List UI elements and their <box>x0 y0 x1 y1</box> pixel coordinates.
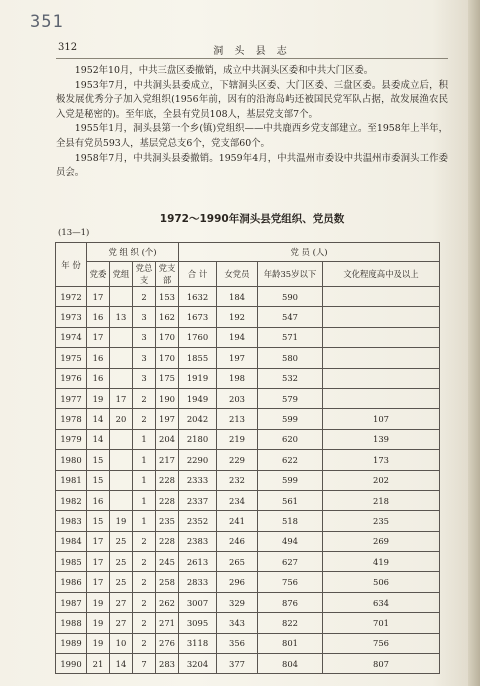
table-cell: 16 <box>87 368 110 388</box>
table-cell: 329 <box>217 592 258 612</box>
table-cell: 2333 <box>179 470 217 490</box>
table-cell: 10 <box>110 633 133 653</box>
table-cell: 170 <box>156 348 179 368</box>
table-cell: 1977 <box>56 388 87 408</box>
table-cell: 232 <box>217 470 258 490</box>
table-cell: 276 <box>156 633 179 653</box>
table-cell: 194 <box>217 327 258 347</box>
col-header-party-group: 党组 <box>110 262 133 287</box>
table-cell: 25 <box>110 572 133 592</box>
table-cell: 1986 <box>56 572 87 592</box>
table-cell: 228 <box>156 470 179 490</box>
table-cell: 1975 <box>56 348 87 368</box>
table-row <box>56 450 440 470</box>
table-cell: 2 <box>133 572 156 592</box>
table-cell: 19 <box>87 633 110 653</box>
table-cell: 217 <box>156 450 179 470</box>
table-cell: 1982 <box>56 490 87 510</box>
table-cell: 2337 <box>179 490 217 510</box>
col-group-organization: 党 组 织 (个) <box>87 243 179 262</box>
table-row <box>56 511 440 531</box>
table-cell: 2383 <box>179 531 217 551</box>
body-text <box>56 64 448 181</box>
table-cell: 25 <box>110 531 133 551</box>
table-cell <box>110 348 133 368</box>
table-cell <box>323 368 440 388</box>
table-cell: 13 <box>110 307 133 327</box>
table-cell: 2833 <box>179 572 217 592</box>
table-cell: 2180 <box>179 429 217 449</box>
table-row <box>56 327 440 347</box>
table-row <box>56 552 440 572</box>
table-cell: 14 <box>87 429 110 449</box>
table-cell: 1988 <box>56 613 87 633</box>
col-header-year: 年 份 <box>56 243 87 287</box>
table-cell: 202 <box>323 470 440 490</box>
table-cell: 241 <box>217 511 258 531</box>
table-cell: 19 <box>87 613 110 633</box>
table-cell: 2 <box>133 531 156 551</box>
paragraph: 1958年7月，中共洞头县委撤销。1959年4月，中共温州市委设中共温州市委洞头工作委员会。 <box>56 152 448 179</box>
table-row <box>56 470 440 490</box>
table-title: 1972～1990年洞头县党组织、党员数 <box>159 213 345 225</box>
table-cell: 170 <box>156 327 179 347</box>
table-cell: 2 <box>133 552 156 572</box>
table-cell: 3 <box>133 327 156 347</box>
table-cell: 27 <box>110 592 133 612</box>
table-cell: 17 <box>87 327 110 347</box>
table-cell: 228 <box>156 531 179 551</box>
table-cell: 1979 <box>56 429 87 449</box>
table-cell: 7 <box>133 654 156 674</box>
table-cell <box>323 348 440 368</box>
table-row <box>56 531 440 551</box>
table-cell: 25 <box>110 552 133 572</box>
table-cell: 175 <box>156 368 179 388</box>
table-cell: 627 <box>258 552 323 572</box>
table-cell: 547 <box>258 307 323 327</box>
table-cell: 599 <box>258 470 323 490</box>
table-cell: 19 <box>87 592 110 612</box>
table-cell <box>110 470 133 490</box>
table-cell: 590 <box>258 287 323 307</box>
table-cell: 622 <box>258 450 323 470</box>
col-header-party-committee: 党委 <box>87 262 110 287</box>
table-row <box>56 613 440 633</box>
table-cell: 2042 <box>179 409 217 429</box>
col-header-under-35: 年龄35岁以下 <box>258 262 323 287</box>
table-cell: 1949 <box>179 388 217 408</box>
table-cell: 3118 <box>179 633 217 653</box>
table-cell: 139 <box>323 429 440 449</box>
table-row <box>56 490 440 510</box>
table-cell: 197 <box>156 409 179 429</box>
table-cell: 1673 <box>179 307 217 327</box>
table-cell: 16 <box>87 348 110 368</box>
table-cell: 1 <box>133 450 156 470</box>
table-cell: 343 <box>217 613 258 633</box>
table-cell: 1990 <box>56 654 87 674</box>
table-cell: 17 <box>87 552 110 572</box>
table-cell <box>323 327 440 347</box>
table-cell: 2290 <box>179 450 217 470</box>
col-group-members: 党 员 (人) <box>179 243 440 262</box>
table-cell: 153 <box>156 287 179 307</box>
table-cell: 15 <box>87 450 110 470</box>
table-cell: 16 <box>87 490 110 510</box>
table-cell: 2613 <box>179 552 217 572</box>
table-cell: 1632 <box>179 287 217 307</box>
table-row <box>56 654 440 674</box>
table-cell: 218 <box>323 490 440 510</box>
table-cell: 21 <box>87 654 110 674</box>
table-cell: 17 <box>87 531 110 551</box>
col-header-general-branch: 党总支 <box>133 262 156 287</box>
table-cell: 532 <box>258 368 323 388</box>
table-cell: 1980 <box>56 450 87 470</box>
table-cell <box>323 287 440 307</box>
table-cell: 2352 <box>179 511 217 531</box>
table-cell: 3204 <box>179 654 217 674</box>
table-row <box>56 572 440 592</box>
table-cell: 620 <box>258 429 323 449</box>
table-cell: 2 <box>133 388 156 408</box>
table-row <box>56 429 440 449</box>
paragraph: 1955年1月，洞头县第一个乡(镇)党组织——中共鹿西乡党支部建立。至1958年上半年，全县有党员593人，基层党总支6个，党支部60个。 <box>56 123 448 149</box>
table-cell: 19 <box>110 511 133 531</box>
table-cell: 1 <box>133 511 156 531</box>
table-cell <box>110 429 133 449</box>
table-cell: 506 <box>323 572 440 592</box>
table-cell: 1989 <box>56 633 87 653</box>
table-cell: 16 <box>87 307 110 327</box>
table-cell: 1985 <box>56 552 87 572</box>
table-cell: 1974 <box>56 327 87 347</box>
table-cell: 756 <box>258 572 323 592</box>
table-cell: 561 <box>258 490 323 510</box>
table-cell: 599 <box>258 409 323 429</box>
table-cell: 235 <box>156 511 179 531</box>
table-cell: 1 <box>133 470 156 490</box>
table-cell: 804 <box>258 654 323 674</box>
table-cell: 213 <box>217 409 258 429</box>
table-cell: 494 <box>258 531 323 551</box>
table-cell: 801 <box>258 633 323 653</box>
table-cell <box>110 327 133 347</box>
table-cell: 228 <box>156 490 179 510</box>
table-cell: 107 <box>323 409 440 429</box>
table-cell: 1972 <box>56 287 87 307</box>
page-number: 312 <box>58 42 78 53</box>
table-cell <box>110 490 133 510</box>
table-cell: 198 <box>217 368 258 388</box>
table-cell: 15 <box>87 470 110 490</box>
table-cell: 756 <box>323 633 440 653</box>
table-row <box>56 287 440 307</box>
table-cell: 822 <box>258 613 323 633</box>
table-cell: 219 <box>217 429 258 449</box>
table-cell: 271 <box>156 613 179 633</box>
book-spine-shadow <box>468 0 480 686</box>
page-stamp-number: 351 <box>30 12 64 32</box>
table-cell: 20 <box>110 409 133 429</box>
table-row <box>56 368 440 388</box>
table-row <box>56 409 440 429</box>
table-cell: 258 <box>156 572 179 592</box>
table-cell: 1973 <box>56 307 87 327</box>
table-cell: 190 <box>156 388 179 408</box>
table-row <box>56 307 440 327</box>
table-cell: 3 <box>133 348 156 368</box>
table-cell: 265 <box>217 552 258 572</box>
table-cell: 262 <box>156 592 179 612</box>
table-cell: 1760 <box>179 327 217 347</box>
table-cell: 579 <box>258 388 323 408</box>
table-cell: 1987 <box>56 592 87 612</box>
table-cell: 571 <box>258 327 323 347</box>
table-cell: 1 <box>133 490 156 510</box>
table-cell <box>110 368 133 388</box>
table-cell: 2 <box>133 287 156 307</box>
table-cell: 234 <box>217 490 258 510</box>
table-body <box>56 287 440 674</box>
table-cell: 634 <box>323 592 440 612</box>
table-cell: 2 <box>133 613 156 633</box>
table-cell: 2 <box>133 633 156 653</box>
col-header-female: 女党员 <box>217 262 258 287</box>
table-number: (13—1) <box>58 228 90 238</box>
table-cell: 3 <box>133 307 156 327</box>
table-cell: 1855 <box>179 348 217 368</box>
table-cell: 1984 <box>56 531 87 551</box>
table-cell: 3095 <box>179 613 217 633</box>
table-cell: 356 <box>217 633 258 653</box>
table-cell: 807 <box>323 654 440 674</box>
table-cell: 283 <box>156 654 179 674</box>
running-title: 洞 头 县 志 <box>213 46 291 57</box>
running-header <box>56 42 448 59</box>
col-header-high-school: 文化程度高中及以上 <box>323 262 440 287</box>
table-cell: 245 <box>156 552 179 572</box>
table-cell: 203 <box>217 388 258 408</box>
table-cell: 184 <box>217 287 258 307</box>
table-cell: 518 <box>258 511 323 531</box>
table-cell: 3007 <box>179 592 217 612</box>
table-cell: 1981 <box>56 470 87 490</box>
table-cell: 296 <box>217 572 258 592</box>
table-row <box>56 592 440 612</box>
table-cell <box>323 307 440 327</box>
table-row <box>56 388 440 408</box>
table-cell: 2 <box>133 592 156 612</box>
col-header-total: 合 计 <box>179 262 217 287</box>
table-row <box>56 348 440 368</box>
table-cell: 14 <box>87 409 110 429</box>
table-cell: 197 <box>217 348 258 368</box>
table-cell: 419 <box>323 552 440 572</box>
paragraph: 1952年10月，中共三盘区委撤销，成立中共洞头区委和中共大门区委。 <box>74 65 374 76</box>
table-cell: 377 <box>217 654 258 674</box>
table-cell: 19 <box>87 388 110 408</box>
table-cell: 229 <box>217 450 258 470</box>
table-cell: 173 <box>323 450 440 470</box>
table-cell: 17 <box>87 287 110 307</box>
table-cell: 204 <box>156 429 179 449</box>
table-cell: 27 <box>110 613 133 633</box>
table-cell: 192 <box>217 307 258 327</box>
table-cell: 162 <box>156 307 179 327</box>
table-cell <box>323 388 440 408</box>
paragraph: 1953年7月，中共洞头县委成立，下辖洞头区委、大门区委、三盘区委。县委成立后，积极发展优秀分子加入党组织(1956年前，因有的沿海岛屿还被国民党军队占据，故发展渔农民入党是秘密的)。至年底，全县有党员108人，基层党支部7个。 <box>56 79 448 120</box>
table-cell: 876 <box>258 592 323 612</box>
table-cell: 235 <box>323 511 440 531</box>
table-cell: 17 <box>87 572 110 592</box>
table-cell: 15 <box>87 511 110 531</box>
table-cell: 1919 <box>179 368 217 388</box>
table-cell: 14 <box>110 654 133 674</box>
table-cell: 1978 <box>56 409 87 429</box>
table-cell <box>110 287 133 307</box>
party-statistics-table <box>55 242 440 674</box>
table-cell: 17 <box>110 388 133 408</box>
table-cell: 1983 <box>56 511 87 531</box>
table-cell: 3 <box>133 368 156 388</box>
table-cell: 246 <box>217 531 258 551</box>
table-cell: 1976 <box>56 368 87 388</box>
table-cell: 269 <box>323 531 440 551</box>
col-header-branch: 党支部 <box>156 262 179 287</box>
table-cell: 580 <box>258 348 323 368</box>
table-cell <box>110 450 133 470</box>
table-row <box>56 633 440 653</box>
table-cell: 701 <box>323 613 440 633</box>
table-cell: 1 <box>133 429 156 449</box>
table-cell: 2 <box>133 409 156 429</box>
